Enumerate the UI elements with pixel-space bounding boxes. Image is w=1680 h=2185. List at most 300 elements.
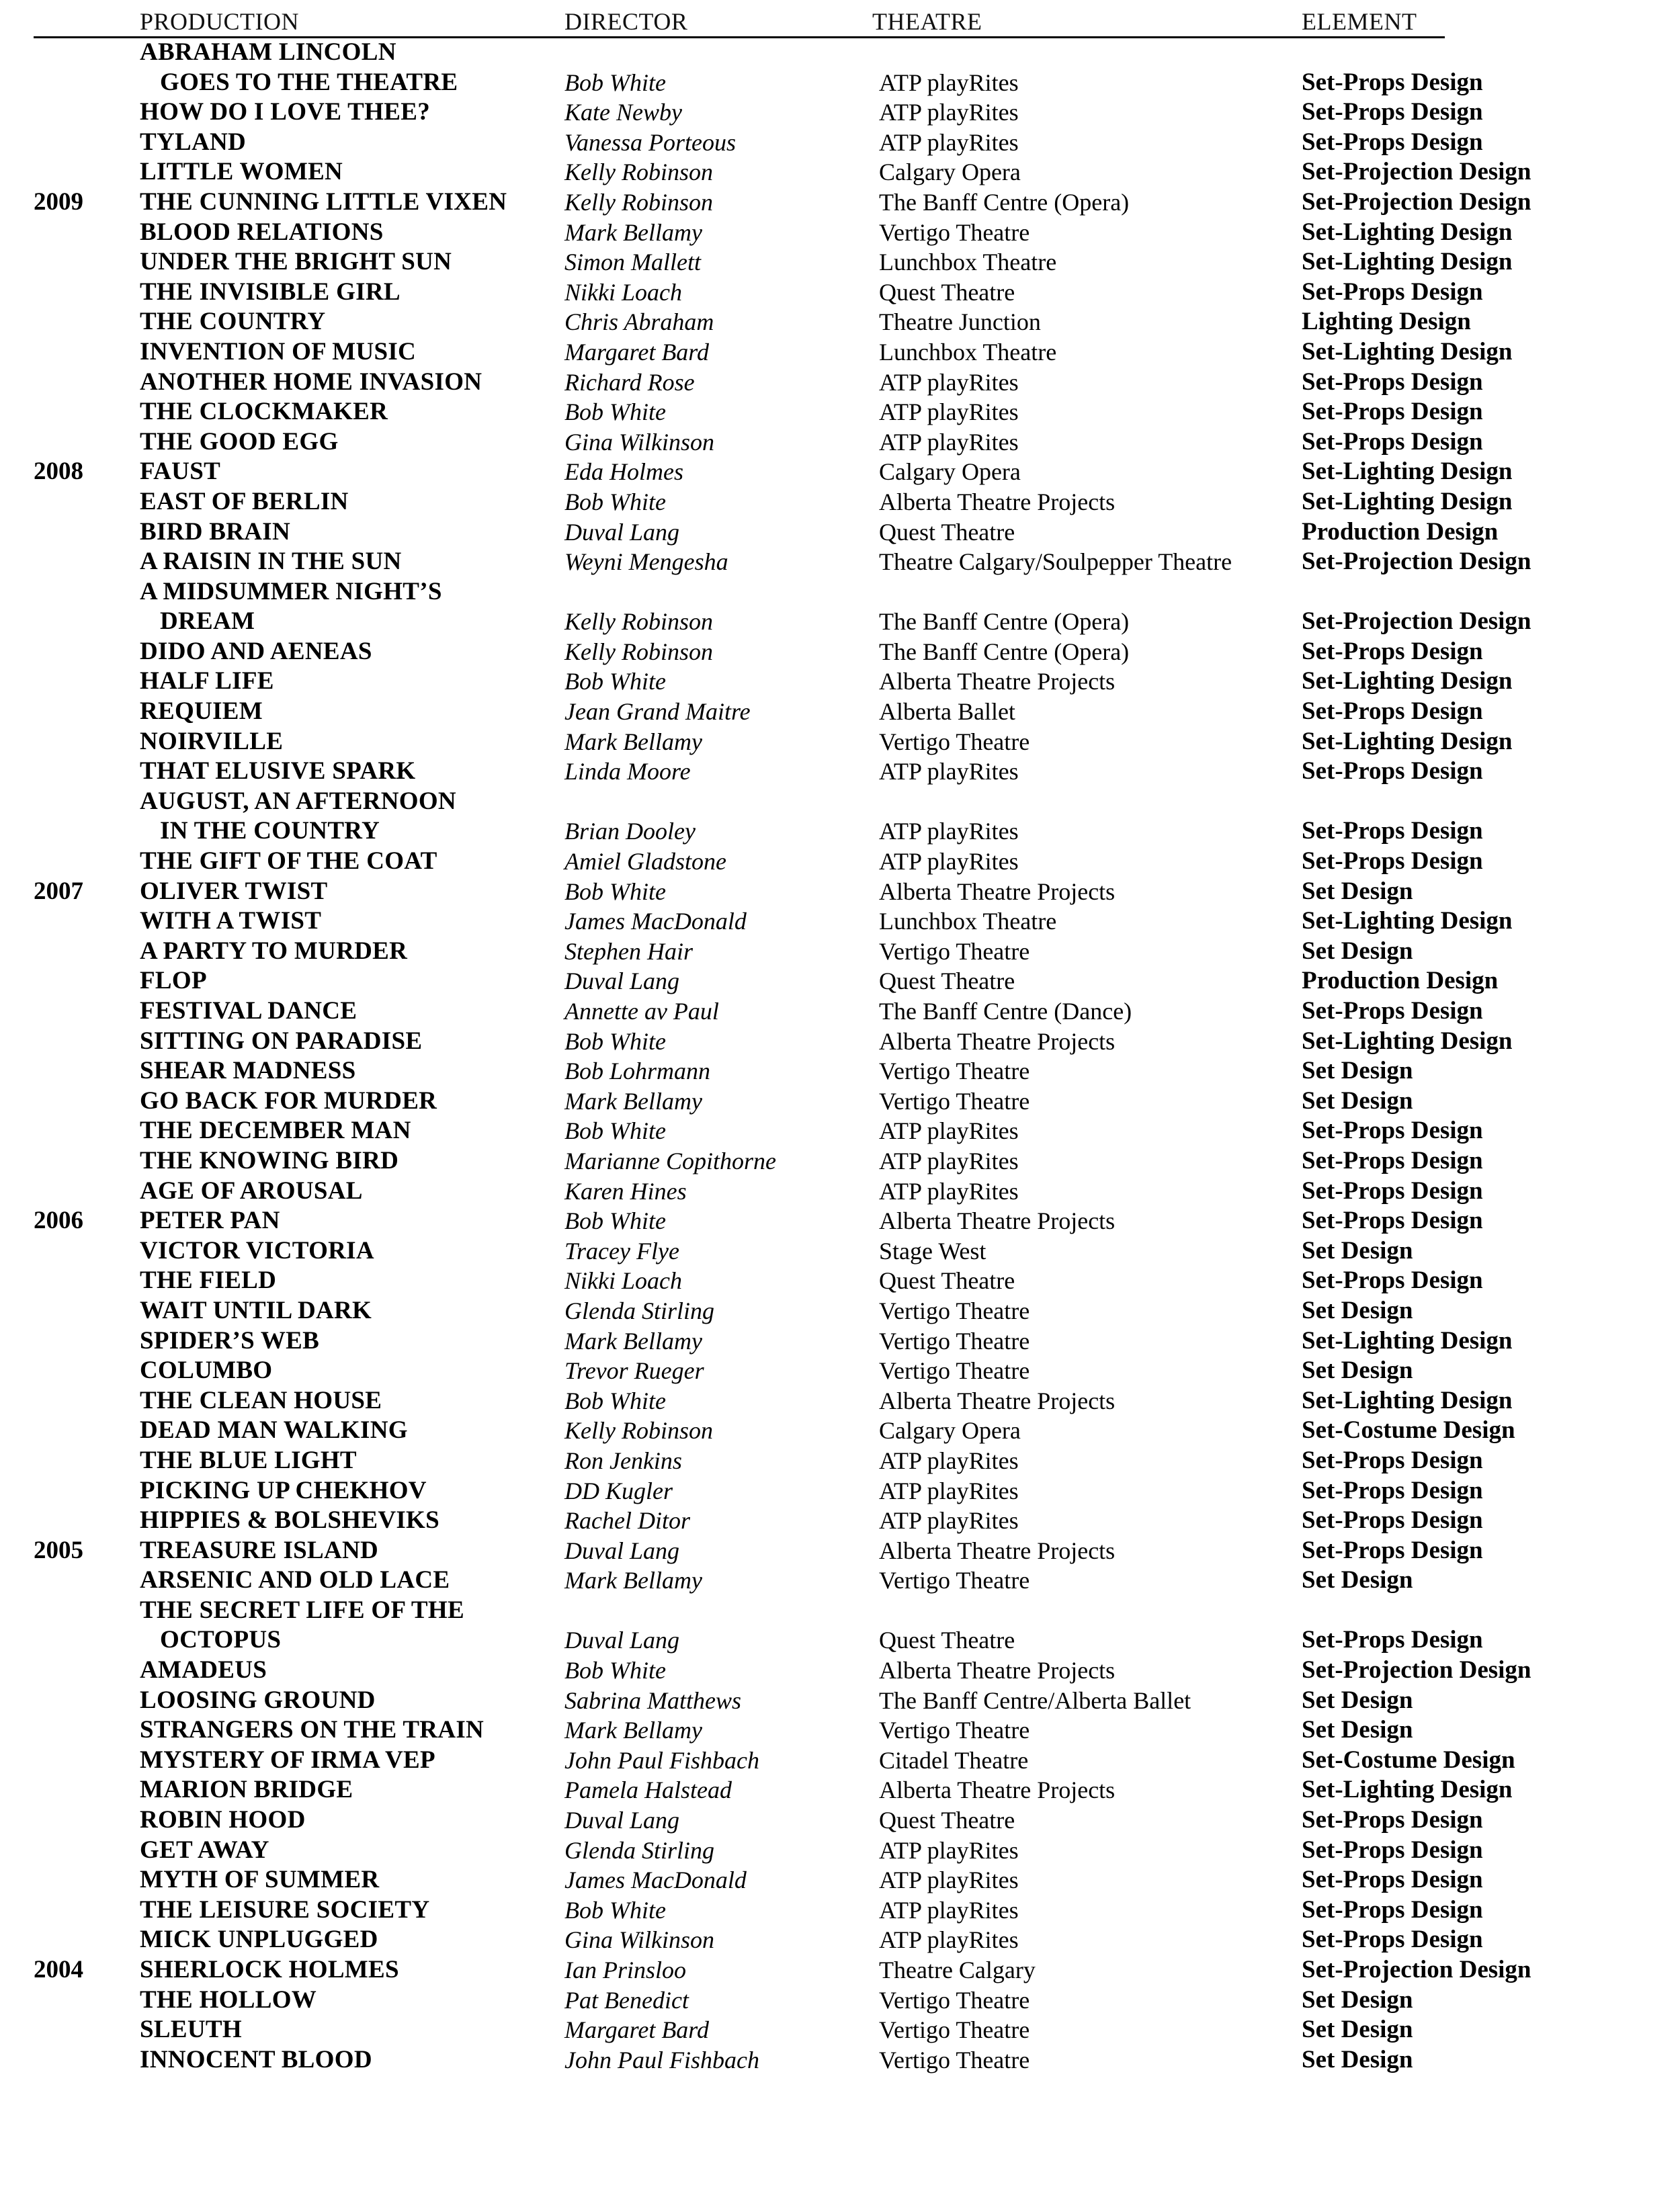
theatre-cell: Vertigo Theatre (879, 2046, 1030, 2073)
element-cell: Set Design (1302, 1357, 1413, 1385)
production-cell: INVENTION OF MUSIC (140, 337, 417, 366)
table-row (0, 1596, 1680, 1626)
table-row (0, 1027, 1680, 1057)
production-list (0, 38, 1680, 2075)
production-cell: FAUST (140, 458, 221, 486)
element-cell: Set Design (1302, 1686, 1413, 1714)
element-cell: Set Design (1302, 1086, 1413, 1115)
production-cell: AGE OF AROUSAL (140, 1176, 363, 1205)
production-cell: OLIVER TWIST (140, 877, 328, 905)
director-cell: Gina Wilkinson (564, 428, 714, 456)
element-cell: Set-Props Design (1302, 1146, 1483, 1174)
production-cell: THE LEISURE SOCIETY (140, 1895, 430, 1924)
table-row (0, 1656, 1680, 1686)
theatre-cell: Alberta Theatre Projects (879, 877, 1116, 905)
element-cell: Set Design (1302, 1296, 1413, 1324)
production-cell: A RAISIN IN THE SUN (140, 548, 402, 576)
production-cell: STRANGERS ON THE TRAIN (140, 1716, 485, 1744)
production-cell: ABRAHAM LINCOLN (140, 38, 396, 66)
theatre-cell: Vertigo Theatre (879, 1567, 1030, 1594)
element-cell: Set-Props Design (1302, 368, 1483, 396)
director-cell: Kate Newby (564, 99, 682, 126)
theatre-cell: Vertigo Theatre (879, 1087, 1030, 1115)
theatre-cell: ATP playRites (879, 758, 1019, 785)
table-row (0, 427, 1680, 458)
director-cell: Weyni Mengesha (564, 548, 728, 576)
production-cell: WAIT UNTIL DARK (140, 1296, 372, 1324)
director-cell: Jean Grand Maitre (564, 698, 751, 726)
element-cell: Set-Props Design (1302, 1207, 1483, 1235)
theatre-cell: ATP playRites (879, 368, 1019, 396)
theatre-cell: Quest Theatre (879, 1267, 1015, 1295)
table-row (0, 1116, 1680, 1146)
column-header-row (34, 7, 1445, 38)
table-row (0, 1955, 1680, 1985)
theatre-cell: Theatre Calgary (879, 1957, 1036, 1983)
production-cell: TYLAND (140, 128, 247, 156)
theatre-cell: ATP playRites (879, 848, 1019, 875)
table-row (0, 307, 1680, 337)
production-cell: SPIDER’S WEB (140, 1326, 320, 1355)
production-cell: SITTING ON PARADISE (140, 1027, 423, 1055)
director-cell: Duval Lang (564, 1627, 679, 1654)
header-director: DIRECTOR (564, 8, 688, 35)
production-cell: NOIRVILLE (140, 727, 284, 755)
production-cell: THE DECEMBER MAN (140, 1117, 411, 1145)
element-cell: Set-Props Design (1302, 398, 1483, 426)
theatre-cell: Alberta Ballet (879, 698, 1015, 726)
table-row (0, 1446, 1680, 1476)
production-cell: WITH A TWIST (140, 907, 322, 935)
year-cell: 2006 (34, 1207, 83, 1235)
theatre-cell: The Banff Centre (Opera) (879, 638, 1130, 665)
production-cell: LITTLE WOMEN (140, 158, 343, 186)
table-row (0, 937, 1680, 967)
element-cell: Set-Projection Design (1302, 548, 1531, 576)
table-row (0, 607, 1680, 637)
element-cell: Set-Props Design (1302, 1926, 1483, 1954)
director-cell: Kelly Robinson (564, 608, 713, 636)
production-cell: GOES TO THE THEATRE (160, 68, 458, 96)
production-cell: PICKING UP CHEKHOV (140, 1476, 427, 1504)
element-cell: Set-Lighting Design (1302, 667, 1513, 695)
theatre-cell: ATP playRites (879, 128, 1019, 156)
element-cell: Set-Projection Design (1302, 187, 1531, 216)
theatre-cell: ATP playRites (879, 1867, 1019, 1894)
theatre-cell: ATP playRites (879, 1836, 1019, 1864)
element-cell: Set-Props Design (1302, 637, 1483, 665)
table-row (0, 1236, 1680, 1267)
theatre-cell: Vertigo Theatre (879, 1297, 1030, 1324)
table-row (0, 1536, 1680, 1566)
production-cell: GO BACK FOR MURDER (140, 1086, 437, 1115)
theatre-cell: Quest Theatre (879, 1807, 1015, 1834)
director-cell: James MacDonald (564, 1867, 747, 1894)
director-cell: Bob White (564, 69, 666, 96)
table-row (0, 1056, 1680, 1086)
director-cell: Chris Abraham (564, 308, 714, 336)
director-cell: Bob White (564, 877, 666, 905)
director-cell: Eda Holmes (564, 458, 683, 486)
element-cell: Set-Projection Design (1302, 1656, 1531, 1684)
table-row (0, 1506, 1680, 1536)
element-cell: Set-Props Design (1302, 277, 1483, 306)
table-row (0, 1176, 1680, 1207)
year-cell: 2008 (34, 458, 83, 486)
theatre-cell: The Banff Centre (Opera) (879, 188, 1130, 216)
production-cell: AUGUST, AN AFTERNOON (140, 787, 456, 815)
table-row (0, 906, 1680, 937)
production-cell: ARSENIC AND OLD LACE (140, 1566, 450, 1594)
theatre-cell: Calgary Opera (879, 1417, 1021, 1445)
year-cell: 2004 (34, 1956, 83, 1983)
production-cell: GET AWAY (140, 1836, 269, 1864)
production-cell: THE CUNNING LITTLE VIXEN (140, 187, 507, 216)
element-cell: Set-Props Design (1302, 1895, 1483, 1924)
director-cell: Bob White (564, 1896, 666, 1924)
theatre-cell: Vertigo Theatre (879, 1058, 1030, 1085)
director-cell: Mark Bellamy (564, 728, 702, 755)
element-cell: Set-Lighting Design (1302, 1386, 1513, 1414)
theatre-cell: Vertigo Theatre (879, 1357, 1030, 1385)
table-row (0, 277, 1680, 308)
production-cell: MYSTERY OF IRMA VEP (140, 1746, 435, 1774)
table-row (0, 1686, 1680, 1716)
element-cell: Set-Lighting Design (1302, 1027, 1513, 1055)
theatre-cell: ATP playRites (879, 1477, 1019, 1504)
production-cell: COLUMBO (140, 1357, 273, 1385)
director-cell: Margaret Bard (564, 2016, 709, 2044)
production-cell: LOOSING GROUND (140, 1686, 376, 1714)
element-cell: Set-Costume Design (1302, 1746, 1515, 1774)
element-cell: Set-Costume Design (1302, 1416, 1515, 1445)
table-row (0, 1985, 1680, 2016)
element-cell: Set-Props Design (1302, 427, 1483, 456)
table-row (0, 1775, 1680, 1805)
theatre-cell: ATP playRites (879, 1896, 1019, 1924)
element-cell: Set-Lighting Design (1302, 907, 1513, 935)
table-row (0, 1086, 1680, 1117)
production-cell: OCTOPUS (160, 1626, 282, 1654)
table-row (0, 1416, 1680, 1446)
element-cell: Set-Lighting Design (1302, 218, 1513, 246)
table-row (0, 1925, 1680, 1955)
director-cell: Kelly Robinson (564, 1417, 713, 1445)
director-cell: Bob Lohrmann (564, 1058, 711, 1085)
director-cell: Brian Dooley (564, 818, 696, 845)
director-cell: Trevor Rueger (564, 1357, 704, 1385)
table-row (0, 457, 1680, 487)
production-cell: INNOCENT BLOOD (140, 2045, 372, 2073)
element-cell: Set Design (1302, 1985, 1413, 2014)
table-row (0, 97, 1680, 128)
production-cell: DEAD MAN WALKING (140, 1416, 408, 1445)
theatre-cell: The Banff Centre (Dance) (879, 998, 1132, 1025)
production-cell: PETER PAN (140, 1207, 280, 1235)
element-cell: Set Design (1302, 937, 1413, 965)
table-row (0, 1865, 1680, 1895)
table-row (0, 966, 1680, 996)
table-row (0, 787, 1680, 817)
director-cell: Mark Bellamy (564, 1717, 702, 1744)
production-cell: HIPPIES & BOLSHEVIKS (140, 1506, 440, 1535)
element-cell: Set-Props Design (1302, 1806, 1483, 1834)
director-cell: Bob White (564, 1657, 666, 1684)
theatre-cell: Citadel Theatre (879, 1746, 1029, 1774)
table-row (0, 2045, 1680, 2075)
table-row (0, 1146, 1680, 1176)
director-cell: Richard Rose (564, 368, 695, 396)
director-cell: Glenda Stirling (564, 1836, 714, 1864)
theatre-cell: The Banff Centre/Alberta Ballet (879, 1686, 1191, 1714)
theatre-cell: Quest Theatre (879, 968, 1015, 995)
production-cell: HALF LIFE (140, 667, 274, 695)
theatre-cell: Vertigo Theatre (879, 937, 1030, 965)
director-cell: Duval Lang (564, 1537, 679, 1564)
production-cell: BLOOD RELATIONS (140, 218, 384, 246)
production-cell: ANOTHER HOME INVASION (140, 368, 482, 396)
element-cell: Set-Props Design (1302, 128, 1483, 156)
element-cell: Set-Props Design (1302, 1836, 1483, 1864)
year-cell: 2007 (34, 877, 83, 905)
production-cell: FLOP (140, 967, 207, 995)
production-cell: THE CLEAN HOUSE (140, 1386, 382, 1414)
theatre-cell: Alberta Theatre Projects (879, 1207, 1116, 1235)
director-cell: Mark Bellamy (564, 1087, 702, 1115)
theatre-cell: Alberta Theatre Projects (879, 488, 1116, 515)
element-cell: Set Design (1302, 2016, 1413, 2044)
production-cell: EAST OF BERLIN (140, 487, 349, 515)
theatre-cell: Alberta Theatre Projects (879, 1027, 1116, 1055)
production-cell: UNDER THE BRIGHT SUN (140, 248, 452, 276)
element-cell: Set Design (1302, 2045, 1413, 2073)
element-cell: Set-Lighting Design (1302, 248, 1513, 276)
director-cell: Annette av Paul (564, 998, 719, 1025)
table-row (0, 1326, 1680, 1357)
director-cell: Amiel Gladstone (564, 848, 726, 875)
table-row (0, 1356, 1680, 1386)
production-cell: THE SECRET LIFE OF THE (140, 1596, 464, 1624)
element-cell: Set-Props Design (1302, 1476, 1483, 1504)
table-row (0, 157, 1680, 187)
element-cell: Set-Props Design (1302, 847, 1483, 875)
table-row (0, 1625, 1680, 1656)
director-cell: Linda Moore (564, 758, 691, 785)
table-row (0, 1746, 1680, 1776)
year-cell: 2005 (34, 1536, 83, 1564)
header-element: ELEMENT (1302, 8, 1417, 35)
director-cell: Duval Lang (564, 518, 679, 546)
table-row (0, 816, 1680, 847)
director-cell: Nikki Loach (564, 1267, 682, 1295)
theatre-cell: ATP playRites (879, 1507, 1019, 1535)
director-cell: Bob White (564, 1387, 666, 1414)
theatre-cell: Theatre Junction (879, 308, 1041, 336)
table-row (0, 517, 1680, 548)
theatre-cell: Vertigo Theatre (879, 1986, 1030, 2014)
table-row (0, 368, 1680, 398)
table-row (0, 128, 1680, 158)
table-row (0, 247, 1680, 277)
director-cell: Ron Jenkins (564, 1447, 682, 1474)
theatre-cell: Alberta Theatre Projects (879, 1387, 1116, 1414)
director-cell: Pat Benedict (564, 1986, 689, 2014)
theatre-cell: ATP playRites (879, 99, 1019, 126)
element-cell: Set-Props Design (1302, 817, 1483, 845)
table-row (0, 577, 1680, 607)
table-row (0, 1206, 1680, 1236)
production-cell: REQUIEM (140, 697, 263, 726)
theatre-cell: Quest Theatre (879, 278, 1015, 306)
theatre-cell: ATP playRites (879, 428, 1019, 456)
director-cell: Mark Bellamy (564, 1327, 702, 1355)
table-row (0, 397, 1680, 427)
production-cell: SLEUTH (140, 2016, 242, 2044)
production-cell: BIRD BRAIN (140, 517, 291, 546)
table-row (0, 1266, 1680, 1296)
production-cell: THE GOOD EGG (140, 427, 339, 456)
production-cell: VICTOR VICTORIA (140, 1236, 374, 1265)
production-cell: MICK UNPLUGGED (140, 1926, 378, 1954)
production-cell: THE FIELD (140, 1267, 277, 1295)
theatre-cell: ATP playRites (879, 69, 1019, 96)
element-cell: Set-Projection Design (1302, 1956, 1531, 1983)
production-cell: THE CLOCKMAKER (140, 398, 388, 426)
theatre-cell: ATP playRites (879, 398, 1019, 426)
theatre-cell: Vertigo Theatre (879, 728, 1030, 755)
theatre-cell: Vertigo Theatre (879, 218, 1030, 246)
table-row (0, 1386, 1680, 1416)
director-cell: Kelly Robinson (564, 188, 713, 216)
director-cell: Tracey Flye (564, 1237, 679, 1265)
theatre-cell: ATP playRites (879, 818, 1019, 845)
element-cell: Set-Props Design (1302, 697, 1483, 726)
director-cell: Mark Bellamy (564, 218, 702, 246)
table-row (0, 2015, 1680, 2045)
table-row (0, 38, 1680, 68)
director-cell: Rachel Ditor (564, 1507, 690, 1535)
table-row (0, 187, 1680, 218)
production-cell: AMADEUS (140, 1656, 267, 1684)
theatre-cell: Vertigo Theatre (879, 1717, 1030, 1744)
theatre-cell: Alberta Theatre Projects (879, 1657, 1116, 1684)
director-cell: Bob White (564, 488, 666, 515)
header-production: PRODUCTION (140, 8, 300, 35)
director-cell: Nikki Loach (564, 278, 682, 306)
element-cell: Production Design (1302, 517, 1499, 546)
theatre-cell: ATP playRites (879, 1147, 1019, 1174)
theatre-cell: The Banff Centre (Opera) (879, 608, 1130, 636)
production-cell: THE COUNTRY (140, 308, 326, 336)
element-cell: Set-Props Design (1302, 1267, 1483, 1295)
director-cell: Mark Bellamy (564, 1567, 702, 1594)
table-row (0, 487, 1680, 517)
table-row (0, 1296, 1680, 1326)
table-row (0, 1715, 1680, 1746)
director-cell: Simon Mallett (564, 249, 701, 276)
production-cell: THAT ELUSIVE SPARK (140, 757, 416, 785)
production-cell: THE HOLLOW (140, 1985, 317, 2014)
director-cell: Glenda Stirling (564, 1297, 714, 1324)
production-cell: DREAM (160, 607, 255, 636)
element-cell: Set-Projection Design (1302, 158, 1531, 186)
year-cell: 2009 (34, 187, 83, 216)
production-cell: THE GIFT OF THE COAT (140, 847, 437, 875)
theatre-cell: Calgary Opera (879, 159, 1021, 186)
theatre-cell: ATP playRites (879, 1117, 1019, 1145)
director-cell: Kelly Robinson (564, 159, 713, 186)
production-cell: FESTIVAL DANCE (140, 997, 358, 1025)
element-cell: Set-Props Design (1302, 1176, 1483, 1205)
production-cell: TREASURE ISLAND (140, 1536, 379, 1564)
element-cell: Set-Lighting Design (1302, 1776, 1513, 1804)
production-cell: A PARTY TO MURDER (140, 937, 408, 965)
theatre-cell: Lunchbox Theatre (879, 908, 1057, 935)
production-cell: ROBIN HOOD (140, 1806, 306, 1834)
element-cell: Set-Lighting Design (1302, 727, 1513, 755)
theatre-cell: Theatre Calgary/Soulpepper Theatre (879, 548, 1232, 576)
table-row (0, 847, 1680, 877)
element-cell: Set-Lighting Design (1302, 337, 1513, 366)
element-cell: Set-Projection Design (1302, 607, 1531, 636)
element-cell: Set-Props Design (1302, 1506, 1483, 1535)
production-cell: IN THE COUNTRY (160, 817, 380, 845)
element-cell: Set-Props Design (1302, 98, 1483, 126)
element-cell: Set Design (1302, 1716, 1413, 1744)
theatre-cell: Quest Theatre (879, 518, 1015, 546)
table-row (0, 727, 1680, 757)
director-cell: Pamela Halstead (564, 1776, 732, 1804)
element-cell: Set Design (1302, 1057, 1413, 1085)
element-cell: Set-Props Design (1302, 68, 1483, 96)
director-cell: Karen Hines (564, 1177, 687, 1205)
element-cell: Set Design (1302, 1566, 1413, 1594)
element-cell: Set-Lighting Design (1302, 458, 1513, 486)
element-cell: Set-Props Design (1302, 1446, 1483, 1474)
director-cell: Bob White (564, 1117, 666, 1145)
director-cell: DD Kugler (564, 1477, 673, 1504)
theatre-cell: Lunchbox Theatre (879, 249, 1057, 276)
theatre-cell: ATP playRites (879, 1447, 1019, 1474)
director-cell: James MacDonald (564, 908, 747, 935)
table-row (0, 1805, 1680, 1836)
theatre-cell: Lunchbox Theatre (879, 338, 1057, 366)
director-cell: John Paul Fishbach (564, 1746, 759, 1774)
director-cell: Duval Lang (564, 968, 679, 995)
production-cell: THE BLUE LIGHT (140, 1446, 357, 1474)
director-cell: Margaret Bard (564, 338, 709, 366)
theatre-cell: ATP playRites (879, 1177, 1019, 1205)
table-row (0, 757, 1680, 787)
director-cell: Sabrina Matthews (564, 1686, 742, 1714)
element-cell: Set-Props Design (1302, 1117, 1483, 1145)
table-row (0, 697, 1680, 727)
theatre-cell: Alberta Theatre Projects (879, 1537, 1116, 1564)
theatre-cell: ATP playRites (879, 1926, 1019, 1954)
theatre-cell: Alberta Theatre Projects (879, 668, 1116, 695)
element-cell: Set-Props Design (1302, 1866, 1483, 1894)
header-theatre: THEATRE (872, 8, 982, 35)
element-cell: Production Design (1302, 967, 1499, 995)
production-cell: THE KNOWING BIRD (140, 1146, 399, 1174)
production-cell: MYTH OF SUMMER (140, 1866, 380, 1894)
director-cell: Bob White (564, 1207, 666, 1235)
element-cell: Set-Props Design (1302, 757, 1483, 785)
table-row (0, 877, 1680, 907)
director-cell: Marianne Copithorne (564, 1147, 776, 1174)
element-cell: Set Design (1302, 877, 1413, 905)
director-cell: Kelly Robinson (564, 638, 713, 665)
